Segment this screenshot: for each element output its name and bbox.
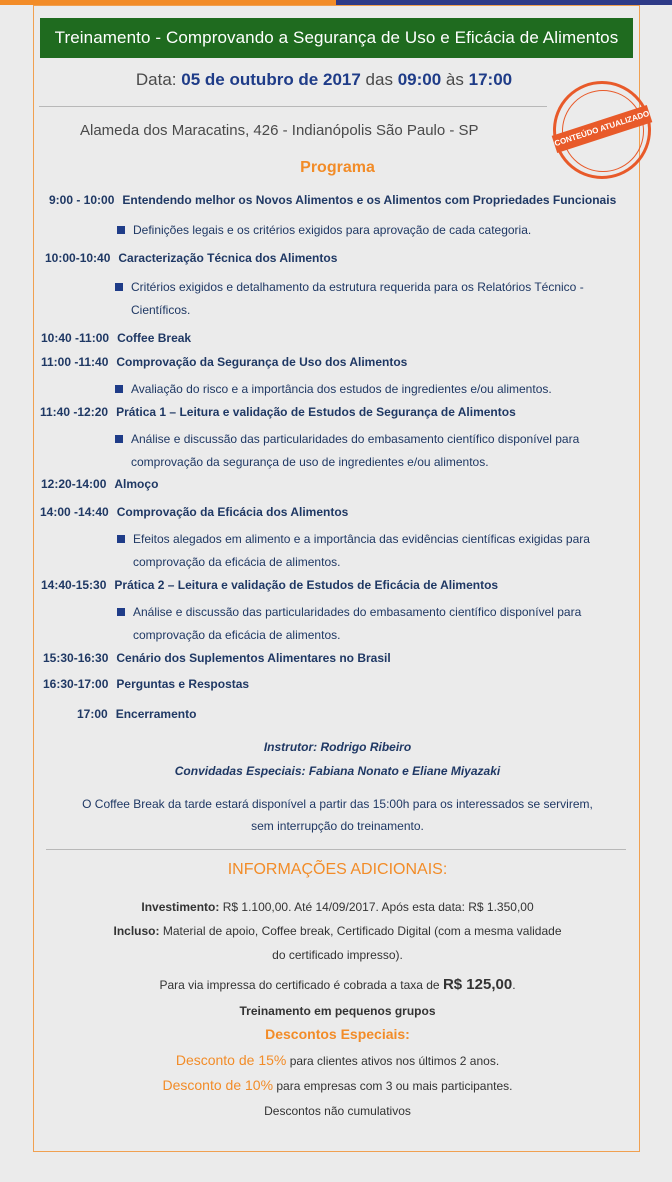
bullet-square-icon — [117, 226, 125, 234]
schedule-row: 11:40 -12:20 Prática 1 – Leitura e validação de Estudos de Segurança de Alimentos — [40, 405, 516, 419]
discount-10: Desconto de 10% para empresas com 3 ou mais participantes. — [162, 1077, 513, 1093]
bullet-square-icon — [115, 435, 123, 443]
schedule-row: 10:00-10:40 Caracterização Técnica dos Alimentos — [45, 251, 338, 265]
schedule-row: 14:40-15:30 Prática 2 – Leitura e validação de Estudos de Eficácia de Alimentos — [41, 578, 499, 592]
event-title: Treinamento - Comprovando a Segurança de Uso e Eficácia de Alimentos — [40, 18, 633, 58]
list-item: Efeitos alegados em alimento e a importância das evidências científicas exigidas para comprovação da eficácia de alimentos. — [133, 528, 590, 574]
coffee-note: O Coffee Break da tarde estará disponível a partir das 15:00h para os interessados se servirem, sem interrupção do treinamento. — [82, 797, 593, 833]
schedule-row: 15:30-16:30 Cenário dos Suplementos Alimentares no Brasil — [43, 651, 391, 665]
date-das: das — [365, 70, 393, 89]
schedule-row: 9:00 - 10:00 Entendendo melhor os Novos Alimentos e os Alimentos com Propriedades Funcionais — [49, 193, 617, 207]
event-date — [34, 70, 614, 90]
schedule-row: 10:40 -11:00 Coffee Break — [41, 331, 192, 345]
schedule-row: 12:20-14:00 Almoço — [41, 477, 159, 491]
date-start: 09:00 — [397, 70, 442, 89]
stamp-label: CONTEÚDO ATUALIZADO — [552, 105, 653, 153]
program-title: Programa — [300, 159, 375, 176]
schedule-row: 11:00 -11:40 Comprovação da Segurança de Uso dos Alimentos — [41, 355, 408, 369]
event-address: Alameda dos Maracatins, 426 - Indianópolis São Paulo - SP — [80, 122, 479, 139]
print-certificate-fee: Para via impressa do certificado é cobrada a taxa de R$ 125,00. — [159, 976, 516, 993]
non-cumulative-note: Descontos não cumulativos — [264, 1104, 411, 1118]
schedule-row: 17:00 Encerramento — [77, 707, 197, 721]
additional-info-title: INFORMAÇÕES ADICIONAIS: — [227, 861, 448, 878]
list-item: Critérios exigidos e detalhamento da estrutura requerida para os Relatórios Técnico - Científicos. — [131, 276, 584, 322]
date-day: 05 — [181, 70, 201, 89]
event-card — [33, 5, 651, 1152]
divider — [46, 849, 626, 850]
bullet-square-icon — [117, 608, 125, 616]
divider — [39, 106, 547, 107]
bullet-square-icon — [115, 385, 123, 393]
date-end: 17:00 — [468, 70, 513, 89]
small-groups: Treinamento em pequenos grupos — [239, 1004, 436, 1018]
list-item: Definições legais e os critérios exigidos para aprovação de cada categoria. — [133, 219, 531, 242]
date-month-year: outubro de 2017 — [229, 70, 361, 89]
instructor: Instrutor: Rodrigo Ribeiro — [263, 740, 412, 754]
schedule-row: 16:30-17:00 Perguntas e Respostas — [43, 677, 250, 691]
date-as: às — [445, 70, 464, 89]
investment: Investimento: R$ 1.100,00. Até 14/09/2017. Após esta data: R$ 1.350,00 — [141, 900, 534, 914]
discounts-title: Descontos Especiais: — [265, 1026, 410, 1042]
included: Incluso: Material de apoio, Coffee break, Certificado Digital (com a mesma validade do certificado impresso). — [113, 924, 562, 962]
bullet-square-icon — [117, 535, 125, 543]
date-de: de — [204, 70, 225, 89]
bullet-square-icon — [115, 283, 123, 291]
special-guests: Convidadas Especiais: Fabiana Nonato e Eliane Miyazaki — [174, 764, 501, 778]
list-item: Análise e discussão das particularidades do embasamento científico disponível para comprovação da eficácia de alimentos. — [133, 601, 581, 647]
date-label: Data: — [135, 70, 177, 89]
schedule-row: 14:00 -14:40 Comprovação da Eficácia dos Alimentos — [40, 505, 349, 519]
list-item: Avaliação do risco e a importância dos estudos de ingredientes e/ou alimentos. — [131, 378, 552, 401]
discount-15: Desconto de 15% para clientes ativos nos últimos 2 anos. — [175, 1052, 500, 1068]
list-item: Análise e discussão das particularidades do embasamento científico disponível para comprovação da segurança de uso de ingredientes e/ou alimentos. — [131, 428, 579, 474]
